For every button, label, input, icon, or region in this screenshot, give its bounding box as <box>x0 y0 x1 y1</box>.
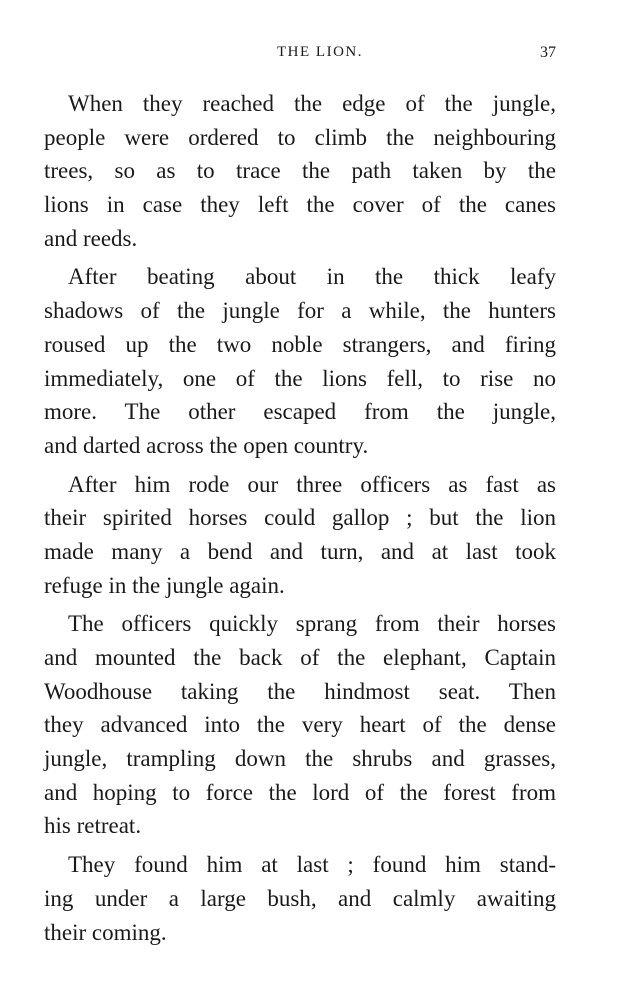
text-line: their spirited horses could gallop ; but the lion <box>44 505 556 531</box>
text-line: more. The other escaped from the jungle, <box>44 399 556 425</box>
paragraph <box>44 87 556 255</box>
text-line: roused up the two noble strangers, and firing <box>44 331 556 357</box>
text-line: they advanced into the very heart of the dense <box>44 712 556 738</box>
body-text <box>44 87 556 954</box>
text-line: ing under a large bush, and calmly awaiting <box>44 885 556 911</box>
running-head <box>44 44 556 68</box>
text-line: immediately, one of the lions fell, to rise no <box>44 365 556 391</box>
text-line: When they reached the edge of the jungle, <box>68 91 556 116</box>
paragraph <box>44 607 556 843</box>
paragraph <box>44 260 556 462</box>
text-line: people were ordered to climb the neighbouring <box>44 124 556 150</box>
text-line: The officers quickly sprang from their horses <box>68 611 556 637</box>
text-line: their coming. <box>44 919 167 945</box>
text-line: shadows of the jungle for a while, the hunters <box>44 298 556 324</box>
text-line: and hoping to force the lord of the forest from <box>44 779 556 805</box>
text-line: and reeds. <box>44 225 138 251</box>
paragraph <box>44 848 556 949</box>
text-line: and mounted the back of the elephant, Captain <box>44 645 556 670</box>
text-line: lions in case they left the cover of the canes <box>44 192 556 218</box>
text-line: his retreat. <box>44 813 142 839</box>
page-number: 37 <box>540 44 556 61</box>
text-line: After beating about in the thick leafy <box>68 264 556 290</box>
text-line: refuge in the jungle again. <box>44 572 285 598</box>
paragraph <box>44 468 556 603</box>
text-line: After him rode our three officers as fast as <box>68 471 556 497</box>
text-line: and darted across the open country. <box>44 432 369 458</box>
running-title: THE LION. <box>277 44 363 60</box>
text-line: Woodhouse taking the hindmost seat. Then <box>44 678 556 704</box>
text-line: made many a bend and turn, and at last took <box>44 538 556 564</box>
text-line: They found him at last ; found him stand- <box>68 852 556 878</box>
text-line: trees, so as to trace the path taken by the <box>44 158 556 184</box>
text-line: jungle, trampling down the shrubs and grasses, <box>44 746 556 772</box>
